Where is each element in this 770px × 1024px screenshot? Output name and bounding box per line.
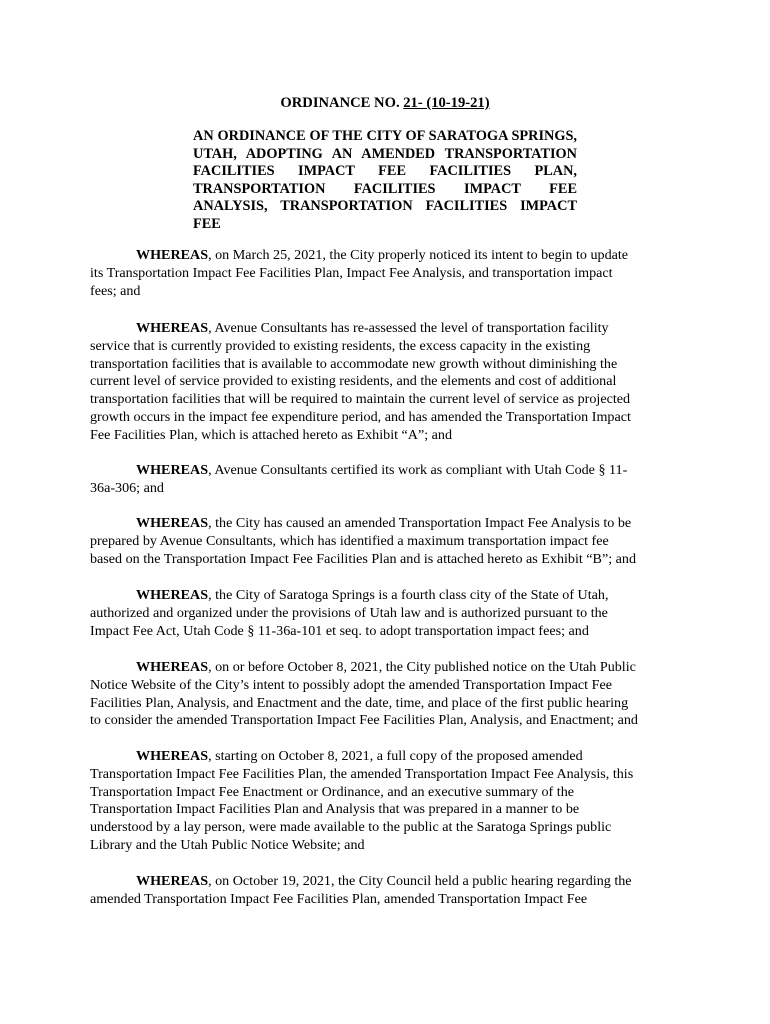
whereas-paragraph-5: WHEREAS, the City of Saratoga Springs is a fourth class city of the State of Utah, authorized and organized under the provisions of Utah law and is authorized pursuant to the Impact Fee Act, Utah Code § 11-36a-101 et seq. to adopt transportation impact fees; and (90, 587, 609, 639)
whereas-paragraph-4: WHEREAS, the City has caused an amended Transportation Impact Fee Analysis to be prepared by Avenue Consultants, which has identified a maximum transportation impact fee based on the Transportation Impact Fee Facilities Plan and is attached hereto as Exhibit “B”; and (90, 515, 637, 567)
whereas-lead: WHEREAS (136, 320, 209, 336)
ordinance-heading: AN ORDINANCE OF THE CITY OF SARATOGA SPRINGS, UTAH, ADOPTING AN AMENDED TRANSPORTATION FACILITIES IMPACT FEE FACILITIES PLAN, TRANSPORTATION FACILITIES IMPACT FEE ANALYSIS, TRANSPORTATION FACILITIES IMPACT FEE (193, 128, 577, 232)
whereas-paragraph-1: WHEREAS, on March 25, 2021, the City properly noticed its intent to begin to update its Transportation Impact Fee Facilities Plan, Impact Fee Analysis, and transportation impact fees; and (90, 247, 629, 299)
whereas-lead: WHEREAS (136, 247, 209, 263)
whereas-lead: WHEREAS (136, 515, 209, 531)
whereas-paragraph-3: WHEREAS, Avenue Consultants certified its work as compliant with Utah Code § 11- 36a-306; and (90, 462, 628, 496)
whereas-paragraph-8: WHEREAS, on October 19, 2021, the City Council held a public hearing regarding the amended Transportation Impact Fee Facilities Plan, amended Transportation Impact Fee (90, 873, 632, 907)
whereas-lead: WHEREAS (136, 462, 209, 478)
ordinance-number: 21- (10-19-21) (403, 95, 490, 111)
whereas-lead: WHEREAS (136, 659, 209, 675)
ordinance-title-prefix: ORDINANCE NO. (280, 95, 404, 111)
whereas-lead: WHEREAS (136, 587, 209, 603)
whereas-paragraph-2: WHEREAS, Avenue Consultants has re-assessed the level of transportation facility service that is currently provided to existing residents, the excess capacity in the existing transportation facilities that is available to accommodate new growth without diminishing the current level of service provided to existing residents, and the elements and cost of additional transportation facilities that will be required to maintain the current level of service as projected growth occurs in the impact fee expenditure period, and has amended the Transportation Impact Fee Facilities Plan, which is attached hereto as Exhibit “A”; and (90, 320, 631, 443)
whereas-lead: WHEREAS (136, 873, 209, 889)
whereas-paragraph-7: WHEREAS, starting on October 8, 2021, a full copy of the proposed amended Transportation Impact Fee Facilities Plan, the amended Transportation Impact Fee Analysis, this Transportation Impact Fee Enactment or Ordinance, and an executive summary of the Transportation Impact Facilities Plan and Analysis that was prepared in a manner to be understood by a lay person, were made available to the public at the Saratoga Springs public Library and the Utah Public Notice Website; and (90, 748, 634, 853)
whereas-paragraph-6: WHEREAS, on or before October 8, 2021, the City published notice on the Utah Public Notice Website of the City’s intent to possibly adopt the amended Transportation Impact Fee Facilities Plan, Analysis, and Enactment and the date, time, and place of the first public hearing to consider the amended Transportation Impact Fee Facilities Plan, Analysis, and Enactment; and (90, 659, 638, 729)
ordinance-title (0, 95, 770, 112)
whereas-lead: WHEREAS (136, 748, 209, 764)
